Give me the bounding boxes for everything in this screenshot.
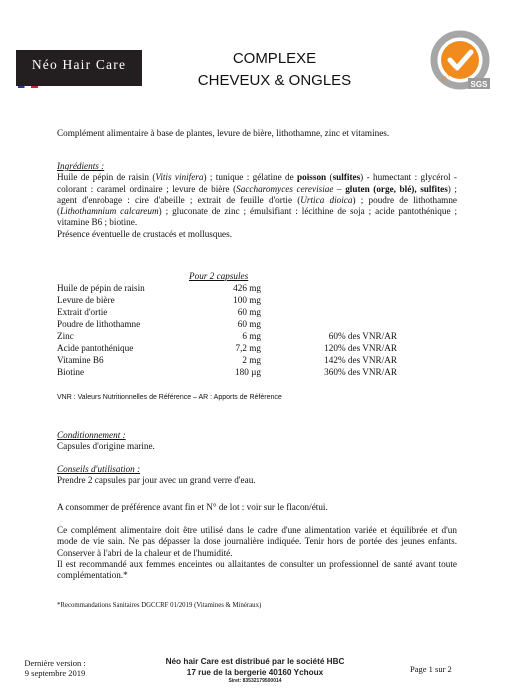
composition-table — [57, 270, 397, 378]
sgs-label: SGS — [470, 80, 488, 89]
ingredients-heading: Ingrédients : — [57, 161, 105, 171]
ingredients-list: Huile de pépin de raisin (Vitis vinifera) ; tunique : gélatine de poisson (sulfites) - humectant : glycérol - colorant : caramel ordinaire ; levure de bière (Saccharomyces cerevisiae – gluten (orge, blé), sulfites) ; agent d'enrobage : cire d'abeille ; extrait de feuille d'ortie (Urtica dioica) ; poudre de lithothamne (Lithothamnium calcareum) ; gluconate de zinc ; émulsifiant : lécithine de soja ; acide pantothénique ; vitamine B6 ; biotine. — [57, 172, 458, 228]
siret-number: Siret: 83532179500014 — [228, 678, 282, 684]
version-date: 9 septembre 2019 — [24, 668, 86, 678]
table-row: Extrait d'ortie 60 mg — [57, 307, 261, 317]
table-row: Zinc 6 mg 60% des VNR/AR — [57, 331, 397, 341]
product-title-line2: CHEVEUX & ONGLES — [197, 72, 352, 89]
table-row: Levure de bière 100 mg — [57, 295, 261, 305]
composition-header-row — [57, 270, 397, 282]
intro-text: Complément alimentaire à base de plantes, levure de bière, lithothamne, zinc et vitamines. — [57, 128, 390, 138]
packaging-section — [57, 430, 457, 453]
distributor-address: 17 rue de la bergerie 40160 Ychoux — [186, 668, 324, 677]
iso-ring-text: ISO 22000 — [439, 66, 458, 83]
footnote: *Recommandations Sanitaires DGCCRF 01/2019 (Vitamines & Minéraux) — [57, 602, 262, 609]
version-label: Dernière version : — [24, 658, 86, 668]
warning-paragraph-2: Il est recommandé aux femmes enceintes ou allaitantes de consulter un professionnel de santé avant toute complémentation.* — [57, 558, 457, 581]
ingredients-section — [57, 161, 457, 240]
page-number: Page 1 sur 2 — [410, 664, 452, 674]
version-info — [10, 658, 100, 678]
distributor-name: Néo hair Care est distribué par le société HBC — [165, 657, 345, 666]
packaging-text: Capsules d'origine marine. — [57, 441, 155, 452]
composition-header: Pour 2 capsules — [189, 271, 249, 281]
table-row: Vitamine B6 2 mg 142% des VNR/AR — [57, 355, 397, 365]
packaging-heading: Conditionnement : — [57, 430, 126, 440]
table-row: Poudre de lithothamne 60 mg — [57, 319, 261, 329]
vnr-abbreviation-note: VNR : Valeurs Nutritionnelles de Référence – AR : Apports de Référence — [57, 394, 282, 401]
table-row: Acide pantothénique 7,2 mg 120% des VNR/AR — [57, 343, 397, 353]
product-title-line1: COMPLEXE — [232, 50, 317, 67]
allergen-presence-note: Présence éventuelle de crustacés et mollusques. — [57, 228, 233, 239]
warning-paragraph-1: Ce complément alimentaire doit être utilisé dans le cadre d'une alimentation variée et équilibrée et d'un mode de vie sain. Ne pas dépasser la dose journalière indiquée. Tenir hors de portée des jeunes enfants. Conserver à l'abri de la chaleur et de l'humidité. — [57, 525, 457, 558]
warning-section — [57, 525, 457, 581]
usage-text: Prendre 2 capsules par jour avec un grand verre d'eau. — [57, 475, 256, 486]
table-row: Biotine 180 µg 360% des VNR/AR — [57, 367, 397, 377]
best-before-text: A consommer de préférence avant fin et N° de lot : voir sur le flacon/étui. — [57, 502, 328, 512]
usage-section — [57, 464, 457, 487]
sgs-certification-seal — [428, 30, 492, 94]
usage-heading: Conseils d'utilisation : — [57, 464, 141, 474]
brand-logo-text: Néo Hair Care — [31, 57, 127, 72]
distributor-info — [120, 656, 390, 685]
table-row: Huile de pépin de raisin 426 mg — [57, 283, 261, 293]
